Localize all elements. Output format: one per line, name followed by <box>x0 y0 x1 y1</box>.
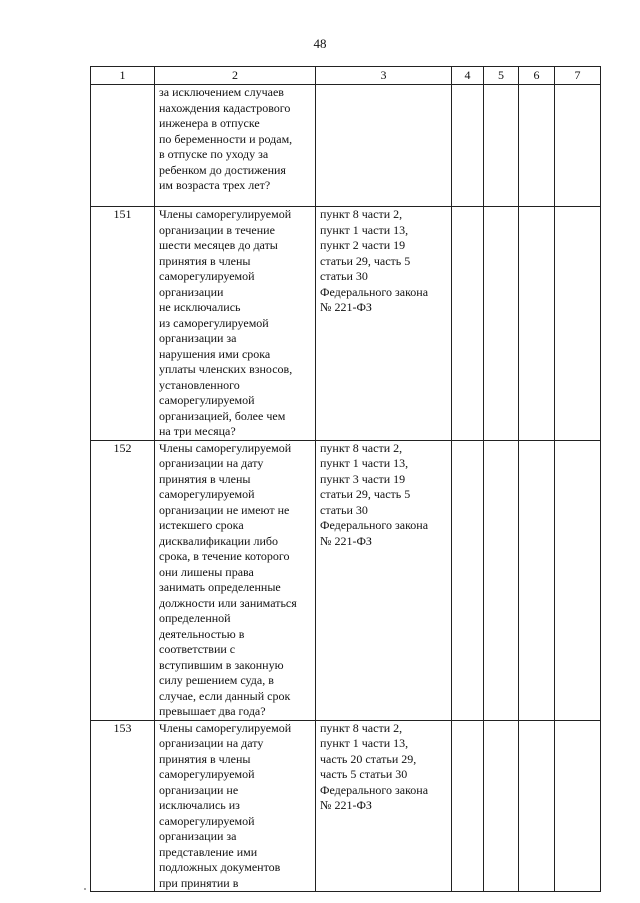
column-header-1: 1 <box>91 67 155 85</box>
answer-cell <box>555 207 601 441</box>
question-text: Члены саморегулируемой организации на дату принятия в члены саморегулируемой организации не имеют не истекшего срока дисквалификации либо срока, в течение которого они лишены права занимать определенные должности или заниматься определенной деятельностью в соответствии с вступившим в законную силу решением суда, в случае, если данный срок превышает два года? <box>155 440 316 720</box>
answer-cell <box>484 85 519 207</box>
checklist-table <box>90 66 601 892</box>
scan-artifact <box>84 888 86 890</box>
legal-reference: пункт 8 части 2, пункт 1 части 13, пункт 2 части 19 статьи 29, часть 5 статьи 30 Федерального закона № 221-ФЗ <box>316 207 452 441</box>
answer-cell <box>555 440 601 720</box>
answer-cell <box>484 720 519 892</box>
answer-cell <box>555 85 601 207</box>
column-header-6: 6 <box>519 67 555 85</box>
answer-cell <box>452 85 484 207</box>
column-header-7: 7 <box>555 67 601 85</box>
legal-reference <box>316 85 452 207</box>
column-header-2: 2 <box>155 67 316 85</box>
answer-cell <box>452 720 484 892</box>
legal-reference: пункт 8 части 2, пункт 1 части 13, часть 20 статьи 29, часть 5 статьи 30 Федерального закона № 221-ФЗ <box>316 720 452 892</box>
column-header-4: 4 <box>452 67 484 85</box>
answer-cell <box>519 207 555 441</box>
table-row <box>91 440 601 720</box>
answer-cell <box>519 85 555 207</box>
row-number: 151 <box>91 207 155 441</box>
question-text: Члены саморегулируемой организации на дату принятия в члены саморегулируемой организации не исключались из саморегулируемой организации за представление ими подложных документов при принятии в <box>155 720 316 892</box>
row-number <box>91 85 155 207</box>
answer-cell <box>519 440 555 720</box>
answer-cell <box>555 720 601 892</box>
page-number: 48 <box>313 36 327 51</box>
answer-cell <box>484 207 519 441</box>
answer-cell <box>452 207 484 441</box>
row-number: 152 <box>91 440 155 720</box>
row-number: 153 <box>91 720 155 892</box>
answer-cell <box>519 720 555 892</box>
table-row <box>91 207 601 441</box>
answer-cell <box>484 440 519 720</box>
column-header-5: 5 <box>484 67 519 85</box>
answer-cell <box>452 440 484 720</box>
column-header-3: 3 <box>316 67 452 85</box>
header-row <box>91 67 601 85</box>
question-text: Члены саморегулируемой организации в течение шести месяцев до даты принятия в члены саморегулируемой организации не исключались из саморегулируемой организации за нарушения ими срока уплаты членских взносов, установленного саморегулируемой организацией, более чем на три месяца? <box>155 207 316 441</box>
table-row <box>91 720 601 892</box>
table-row <box>91 85 601 207</box>
question-text: за исключением случаев нахождения кадастрового инженера в отпуске по беременности и родам, в отпуске по уходу за ребенком до достижения им возраста трех лет? <box>155 85 316 207</box>
legal-reference: пункт 8 части 2, пункт 1 части 13, пункт 3 части 19 статьи 29, часть 5 статьи 30 Федерального закона № 221-ФЗ <box>316 440 452 720</box>
